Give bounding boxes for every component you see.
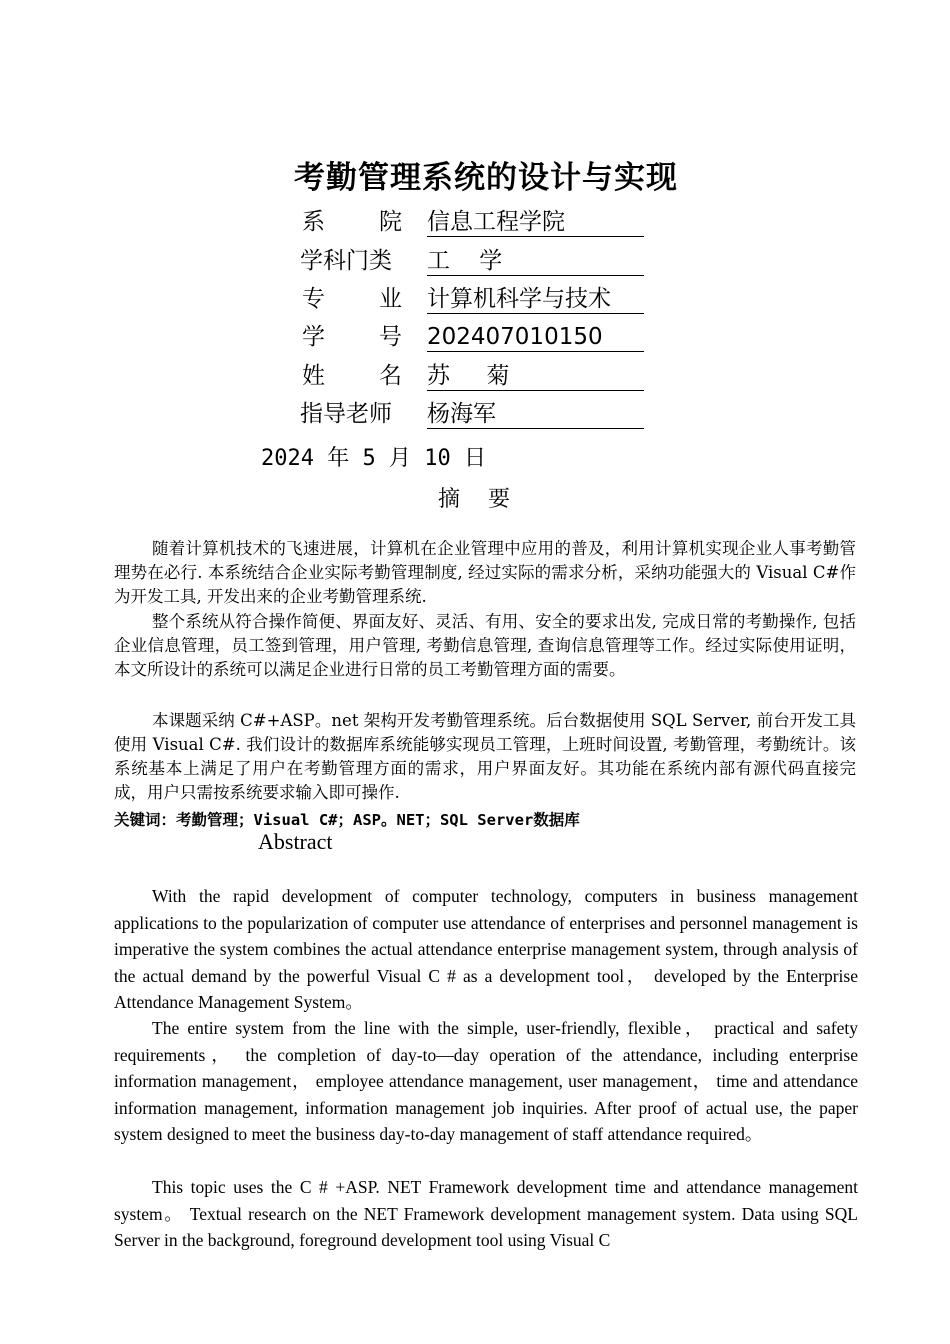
info-label: 姓 名 [302, 363, 402, 389]
info-label: 系 院 [302, 209, 402, 235]
abstract-cn-paragraph: 本课题采纳 C#+ASP。net 架构开发考勤管理系统。后台数据使用 SQL Server, 前台开发工具使用 Visual C#. 我们设计的数据库系统能够实现员工管理，上班时间设置, 考勤管理，考勤统计。该系统基本上满足了用户在考勤管理方面的需求，用户界面友好。其功能在系统内部有源代码直接完成，用户只需按系统要求输入即可操作. [114, 711, 856, 802]
keywords-line: 关键词：考勤管理；Visual C#；ASP。NET；SQL Server数据库 [114, 811, 580, 829]
abstract-en-paragraph: With the rapid development of computer technology, computers in business management applications to the popularization of computer use attendance of enterprises and personnel management is imperative the system combines the actual attendance enterprise management system, through analysis of the actual demand by the powerful Visual C # as a development tool， developed by the Enterprise Attendance Management System。 [114, 886, 858, 1012]
info-value: 202407010150 [427, 323, 644, 352]
info-label: 学科门类 [300, 248, 392, 274]
abstract-en-paragraph: The entire system from the line with the simple, user-friendly, flexible， practical and safety requirements， the completion of day-to—day operation of the attendance, including enterprise information management， employee attendance management, user management， time and attendance information management, information management job inquiries. After proof of actual use, the paper system designed to meet the business day-to-day management of staff attendance required。 [114, 1018, 858, 1144]
abstract-en-paragraph: This topic uses the C # +ASP. NET Framework development time and attendance management system。 Textual research on the NET Framework development management system. Data using SQL Server in the background, foreground development tool using Visual C [114, 1177, 858, 1250]
abstract-cn-paragraph: 整个系统从符合操作简便、界面友好、灵活、有用、安全的要求出发, 完成日常的考勤操作, 包括企业信息管理，员工签到管理，用户管理, 考勤信息管理, 查询信息管理等工作。经过实际使用证明，本文所设计的系统可以满足企业进行日常的员工考勤管理方面的需要。 [114, 612, 856, 679]
info-label: 专 业 [302, 286, 402, 312]
info-value: 计算机科学与技术 [427, 285, 644, 314]
submission-date: 2024 年 5 月 10 日 [261, 446, 486, 471]
abstract-cn-heading: 摘 要 [438, 487, 510, 512]
info-value: 杨海军 [427, 400, 644, 429]
info-label: 学 号 [302, 324, 402, 350]
abstract-en-heading: Abstract [258, 829, 333, 854]
info-value: 工 学 [427, 247, 644, 276]
info-value: 苏 菊 [427, 362, 644, 391]
info-value: 信息工程学院 [427, 208, 644, 237]
document-title: 考勤管理系统的设计与实现 [294, 160, 678, 196]
abstract-cn-paragraph: 随着计算机技术的飞速进展，计算机在企业管理中应用的普及，利用计算机实现企业人事考勤管理势在必行. 本系统结合企业实际考勤管理制度, 经过实际的需求分析，采纳功能强大的 Visual C#作为开发工具, 开发出来的企业考勤管理系统. [114, 539, 856, 606]
info-label: 指导老师 [300, 401, 392, 427]
